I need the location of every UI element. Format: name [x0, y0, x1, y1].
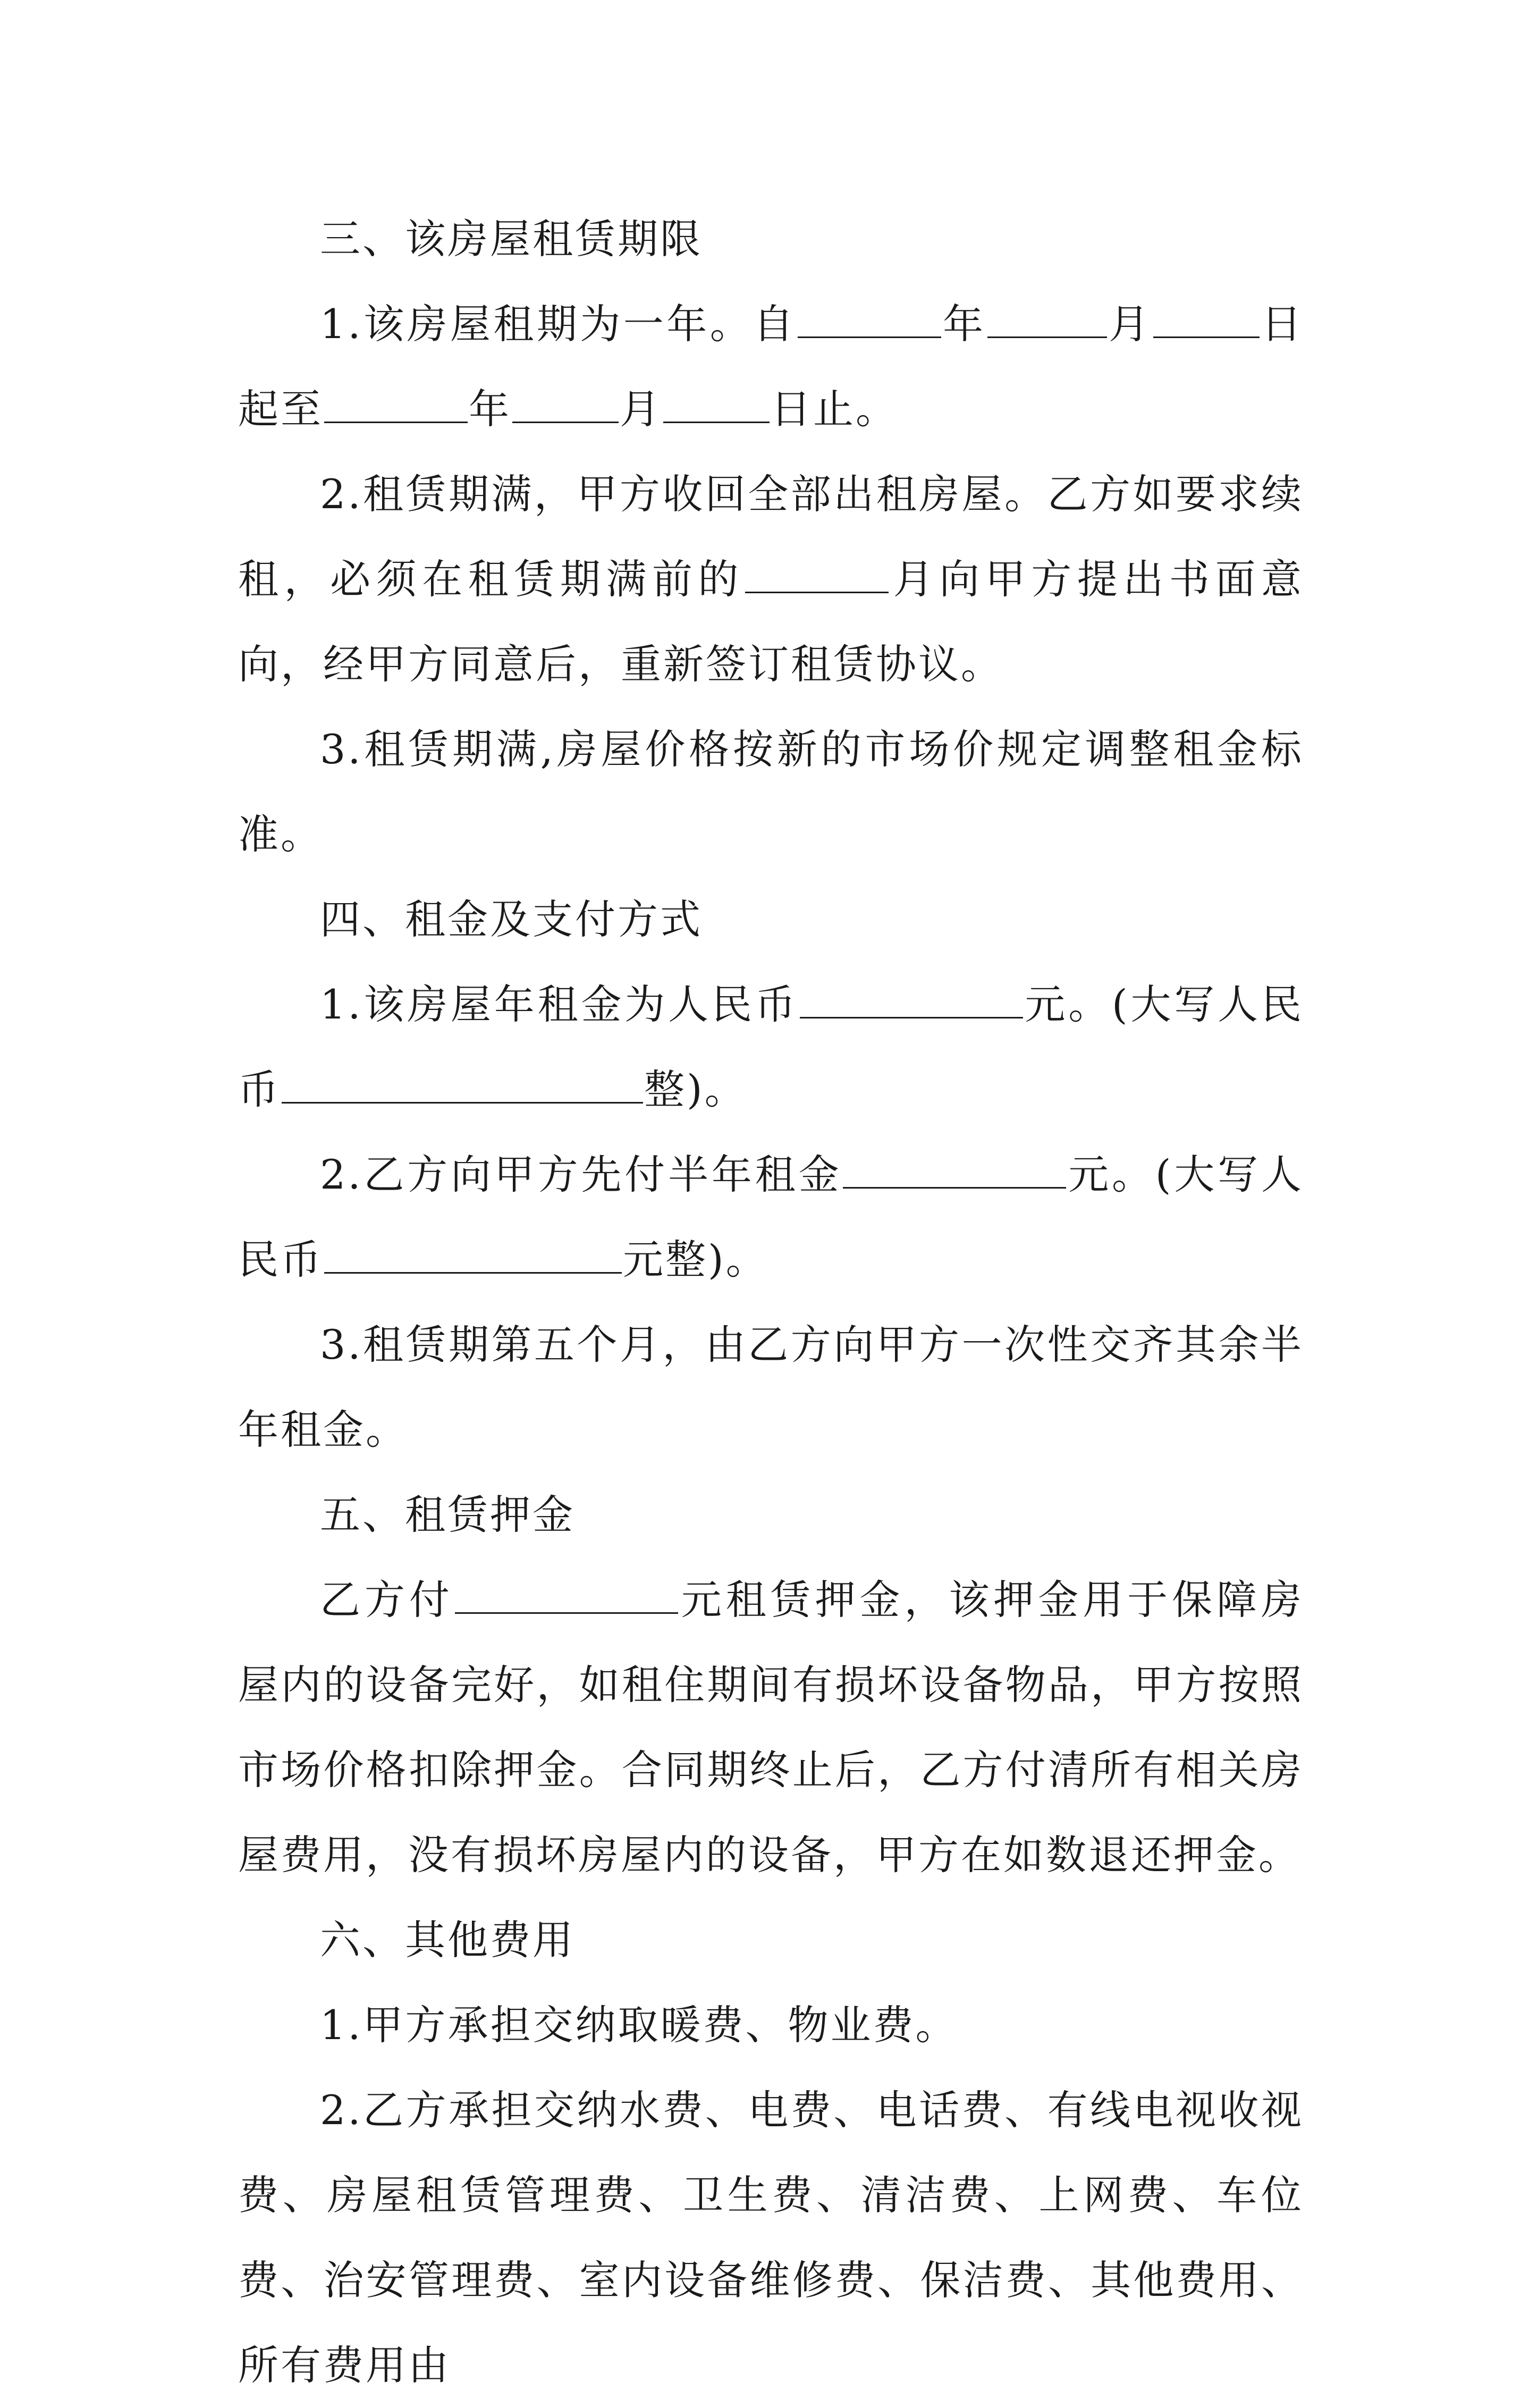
annual-rent-end: 整)。	[644, 1066, 747, 1113]
start-day-blank[interactable]	[1153, 296, 1260, 338]
renewal-text-b: 月向甲方提出书面意向，经甲方同意后，重新签订租赁协议。	[238, 555, 1304, 688]
section-5-body	[238, 1557, 1304, 1898]
half-year-rent-uppercase-blank[interactable]	[324, 1232, 622, 1274]
section-6-item-2	[238, 2068, 1304, 2408]
lease-term-text: 1.该房屋租期为一年。自	[320, 300, 797, 348]
renewal-text-a: 2.租赁期满，甲方收回全部出租房屋。乙方如要求续租，必须在租赁期满前的	[238, 470, 1304, 603]
price-adjust-text: 3.租赁期满,房屋价格按新的市场价规定调整租金标准。	[238, 726, 1304, 858]
section-3-heading	[238, 197, 1304, 282]
end-day-blank[interactable]	[663, 381, 770, 423]
start-year-blank[interactable]	[798, 296, 941, 338]
year-label: 年	[942, 300, 986, 348]
section-5-heading	[238, 1472, 1304, 1557]
tenant-fees-text: 2.乙方承担交纳水费、电费、电话费、有线电视收视费、房屋租赁管理费、卫生费、清洁费、上网费、车位费、治安管理费、室内设备维修费、保洁费、其他费用、所有费用由	[238, 2086, 1304, 2389]
section-3-item-3	[238, 707, 1304, 877]
deposit-amount-blank[interactable]	[455, 1572, 678, 1614]
section-3-heading-text: 三、该房屋租赁期限	[320, 215, 703, 263]
section-4-heading	[238, 877, 1304, 962]
section-6-item-1	[238, 1983, 1304, 2068]
document-body	[238, 197, 1304, 2408]
year-label-2: 年	[469, 385, 511, 433]
annual-rent-uppercase-label: 元。(大写人民币	[238, 981, 1304, 1113]
section-4-heading-text: 四、租金及支付方式	[320, 896, 703, 943]
landlord-fees-text: 1.甲方承担交纳取暖费、物业费。	[320, 2001, 958, 2049]
remaining-rent-text: 3.租赁期第五个月，由乙方向甲方一次性交齐其余半年租金。	[238, 1321, 1304, 1453]
section-6-heading	[238, 1898, 1304, 1983]
annual-rent-uppercase-blank[interactable]	[282, 1062, 643, 1104]
half-year-rent-blank[interactable]	[843, 1147, 1066, 1189]
start-month-blank[interactable]	[987, 296, 1107, 338]
deposit-text-a: 乙方付	[320, 1576, 454, 1623]
half-year-rent-end: 元整)。	[623, 1236, 768, 1283]
month-label-2: 月	[620, 385, 662, 433]
section-4-item-1	[238, 962, 1304, 1132]
section-5-heading-text: 五、租赁押金	[320, 1491, 575, 1538]
half-year-rent-uppercase-label: 元。(大写人民币	[238, 1151, 1304, 1283]
section-6-heading-text: 六、其他费用	[320, 1916, 575, 1964]
annual-rent-blank[interactable]	[800, 976, 1023, 1018]
month-label: 月	[1108, 300, 1152, 348]
deposit-text-b: 元租赁押金，该押金用于保障房屋内的设备完好，如租住期间有损坏设备物品，甲方按照市场价格扣除押金。合同期终止后，乙方付清所有相关房屋费用，没有损坏房屋内的设备，甲方在如数退还押金。	[238, 1576, 1304, 1879]
until-label: 起至	[238, 385, 323, 433]
section-4-item-3	[238, 1302, 1304, 1472]
renewal-months-blank[interactable]	[745, 551, 889, 593]
section-3-item-1	[238, 282, 1304, 452]
annual-rent-text: 1.该房屋年租金为人民币	[320, 981, 799, 1028]
end-month-blank[interactable]	[512, 381, 619, 423]
section-3-item-2	[238, 452, 1304, 707]
section-4-item-2	[238, 1132, 1304, 1302]
end-day-label: 日止。	[771, 385, 898, 433]
day-label: 日	[1260, 300, 1304, 348]
half-year-rent-text: 2.乙方向甲方先付半年租金	[320, 1151, 842, 1198]
end-year-blank[interactable]	[324, 381, 468, 423]
